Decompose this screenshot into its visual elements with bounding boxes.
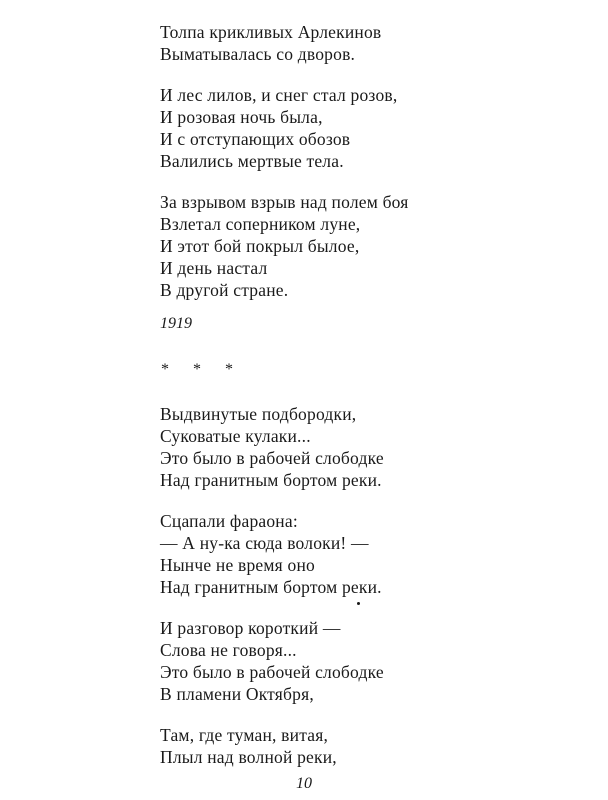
poem-line: Валились мертвые тела. <box>160 151 344 171</box>
section-separator: * * * <box>161 361 243 378</box>
poem-line: И этот бой покрыл былое, <box>160 236 360 256</box>
poem-line: Выматывалась со дворов. <box>160 44 356 64</box>
poem-line: Сцапали фараона: <box>160 511 298 531</box>
poem-line: И день настал <box>160 258 268 278</box>
print-speck <box>357 602 360 605</box>
poem-date: 1919 <box>160 315 192 332</box>
poem-line: Выдвинутые подбородки, <box>160 404 357 424</box>
poem-line: И лес лилов, и снег стал розов, <box>160 85 398 105</box>
poem-line: Слова не говоря... <box>160 640 297 660</box>
poem-line: И розовая ночь была, <box>160 107 323 127</box>
poem-line: Нынче не время оно <box>160 555 315 575</box>
poem-line: Над гранитным бортом реки. <box>160 577 382 597</box>
page-number: 10 <box>296 775 312 792</box>
poem-line: Там, где туман, витая, <box>160 725 329 745</box>
poem-line: Толпа крикливых Арлекинов <box>160 22 382 42</box>
poem-line: — А ну-ка сюда волоки! — <box>160 533 369 553</box>
poem-line: В другой стране. <box>160 280 289 300</box>
poem-line: И с отступающих обозов <box>160 129 351 149</box>
poem-line: Суковатые кулаки... <box>160 426 311 446</box>
poem-line: Это было в рабочей слободке <box>160 662 384 682</box>
poem-line: В пламени Октября, <box>160 684 314 704</box>
poem-line: Над гранитным бортом реки. <box>160 470 382 490</box>
poem-line: И разговор короткий — <box>160 618 341 638</box>
poem-line: За взрывом взрыв над полем боя <box>160 192 409 212</box>
poem-line: Взлетал соперником луне, <box>160 214 361 234</box>
poem-line: Плыл над волной реки, <box>160 747 337 767</box>
poem-line: Это было в рабочей слободке <box>160 448 384 468</box>
